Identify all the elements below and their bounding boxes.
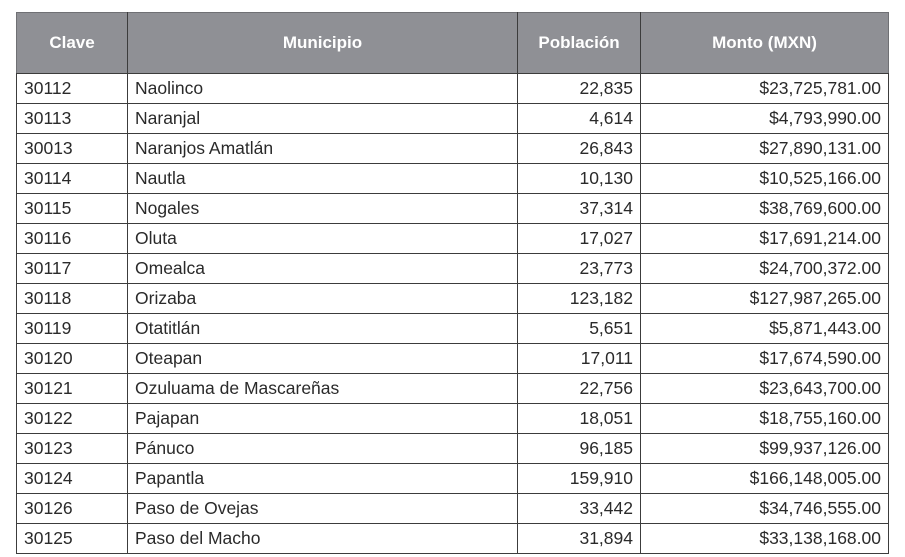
cell-municipio: Ozuluama de Mascareñas: [128, 374, 518, 404]
cell-clave: 30117: [17, 254, 128, 284]
cell-poblacion: 159,910: [518, 464, 641, 494]
cell-clave: 30114: [17, 164, 128, 194]
cell-poblacion: 23,773: [518, 254, 641, 284]
cell-municipio: Naranjos Amatlán: [128, 134, 518, 164]
cell-monto: $4,793,990.00: [641, 104, 889, 134]
cell-monto: $17,674,590.00: [641, 344, 889, 374]
municipios-table: [16, 12, 889, 554]
cell-clave: 30123: [17, 434, 128, 464]
cell-clave: 30119: [17, 314, 128, 344]
header-municipio: Municipio: [128, 13, 518, 74]
cell-municipio: Paso del Macho: [128, 524, 518, 554]
cell-clave: 30122: [17, 404, 128, 434]
cell-clave: 30116: [17, 224, 128, 254]
table-row: [17, 494, 889, 524]
cell-monto: $23,725,781.00: [641, 74, 889, 104]
table-row: [17, 344, 889, 374]
cell-clave: 30118: [17, 284, 128, 314]
cell-poblacion: 37,314: [518, 194, 641, 224]
table-row: [17, 374, 889, 404]
cell-municipio: Nogales: [128, 194, 518, 224]
table-header: [17, 13, 889, 74]
cell-monto: $166,148,005.00: [641, 464, 889, 494]
cell-poblacion: 10,130: [518, 164, 641, 194]
cell-clave: 30112: [17, 74, 128, 104]
table-body: [17, 74, 889, 554]
cell-monto: $23,643,700.00: [641, 374, 889, 404]
cell-poblacion: 123,182: [518, 284, 641, 314]
cell-municipio: Pánuco: [128, 434, 518, 464]
cell-monto: $33,138,168.00: [641, 524, 889, 554]
cell-municipio: Oteapan: [128, 344, 518, 374]
cell-municipio: Orizaba: [128, 284, 518, 314]
cell-municipio: Omealca: [128, 254, 518, 284]
header-poblacion: Población: [518, 13, 641, 74]
table-row: [17, 104, 889, 134]
cell-monto: $5,871,443.00: [641, 314, 889, 344]
cell-poblacion: 26,843: [518, 134, 641, 164]
cell-poblacion: 22,835: [518, 74, 641, 104]
cell-municipio: Papantla: [128, 464, 518, 494]
cell-monto: $18,755,160.00: [641, 404, 889, 434]
table-row: [17, 224, 889, 254]
table-row: [17, 194, 889, 224]
cell-clave: 30126: [17, 494, 128, 524]
cell-poblacion: 31,894: [518, 524, 641, 554]
table-row: [17, 134, 889, 164]
cell-clave: 30121: [17, 374, 128, 404]
cell-clave: 30113: [17, 104, 128, 134]
cell-municipio: Nautla: [128, 164, 518, 194]
cell-monto: $99,937,126.00: [641, 434, 889, 464]
table-row: [17, 74, 889, 104]
cell-poblacion: 5,651: [518, 314, 641, 344]
cell-municipio: Otatitlán: [128, 314, 518, 344]
cell-clave: 30013: [17, 134, 128, 164]
cell-municipio: Naranjal: [128, 104, 518, 134]
table-row: [17, 284, 889, 314]
cell-poblacion: 4,614: [518, 104, 641, 134]
cell-monto: $34,746,555.00: [641, 494, 889, 524]
cell-monto: $17,691,214.00: [641, 224, 889, 254]
cell-poblacion: 17,011: [518, 344, 641, 374]
cell-monto: $10,525,166.00: [641, 164, 889, 194]
cell-clave: 30125: [17, 524, 128, 554]
cell-municipio: Paso de Ovejas: [128, 494, 518, 524]
table-row: [17, 464, 889, 494]
table-row: [17, 524, 889, 554]
cell-clave: 30124: [17, 464, 128, 494]
header-row: [17, 13, 889, 74]
cell-poblacion: 18,051: [518, 404, 641, 434]
cell-monto: $127,987,265.00: [641, 284, 889, 314]
cell-monto: $24,700,372.00: [641, 254, 889, 284]
cell-clave: 30115: [17, 194, 128, 224]
cell-clave: 30120: [17, 344, 128, 374]
cell-municipio: Naolinco: [128, 74, 518, 104]
cell-monto: $27,890,131.00: [641, 134, 889, 164]
cell-municipio: Pajapan: [128, 404, 518, 434]
table-row: [17, 404, 889, 434]
header-monto: Monto (MXN): [641, 13, 889, 74]
cell-poblacion: 33,442: [518, 494, 641, 524]
table-row: [17, 434, 889, 464]
cell-poblacion: 17,027: [518, 224, 641, 254]
table-row: [17, 314, 889, 344]
header-clave: Clave: [17, 13, 128, 74]
cell-poblacion: 22,756: [518, 374, 641, 404]
cell-monto: $38,769,600.00: [641, 194, 889, 224]
table-row: [17, 254, 889, 284]
cell-municipio: Oluta: [128, 224, 518, 254]
cell-poblacion: 96,185: [518, 434, 641, 464]
table-row: [17, 164, 889, 194]
